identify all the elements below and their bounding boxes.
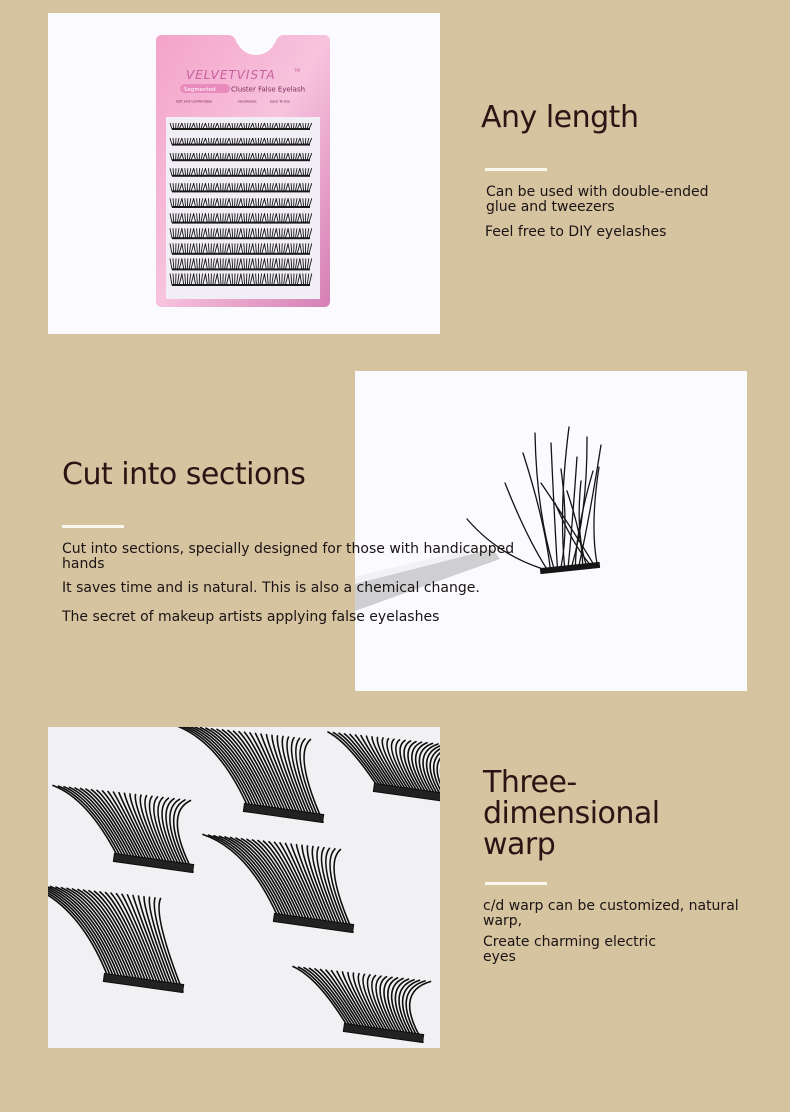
section2-line-1: Cut into sections, specially designed for those with handicapped hands: [62, 541, 515, 572]
brand-trademark: TM: [294, 68, 300, 73]
section1-line-2: Feel free to DIY eyelashes: [485, 224, 667, 240]
lash-card-illustration: [48, 13, 440, 334]
product-photo-panel: [48, 13, 440, 334]
lash-closeup-panel: [48, 727, 440, 1048]
section2-line-3: The secret of makeup artists applying false eyelashes: [62, 609, 440, 625]
card-feature-2: Handmade: [238, 99, 257, 104]
tweezers-lash-illustration: [355, 371, 747, 691]
tweezers-photo-panel: [355, 371, 747, 691]
section3-divider: [485, 882, 547, 885]
card-feature-3: Easy To Use: [270, 99, 291, 104]
lash-closeup-illustration: [48, 727, 440, 1048]
lash-band: [540, 562, 600, 574]
section2-line-2: It saves time and is natural. This is also a chemical change.: [62, 580, 480, 596]
lash-closeup-rows: [48, 727, 440, 1043]
section2-divider: [62, 525, 124, 528]
section1-line-1: Can be used with double-ended glue and tweezers: [486, 184, 709, 215]
section1-title: Any length: [481, 100, 639, 135]
brand-logo: VELVETVISTA: [186, 68, 276, 82]
section3-title: Three-dimensional warp: [483, 765, 660, 862]
card-feature-1: Soft and Comfortable: [176, 99, 213, 104]
section2-title: Cut into sections: [62, 457, 306, 492]
card-subtitle-tag: Segmented: [184, 87, 216, 93]
section1-divider: [485, 168, 547, 171]
section3-line-1: c/d warp can be customized, natural warp,: [483, 898, 739, 929]
card-subtitle: Cluster False Eyelash: [231, 85, 306, 94]
section3-line-2: Create charming electric eyes: [483, 934, 657, 965]
